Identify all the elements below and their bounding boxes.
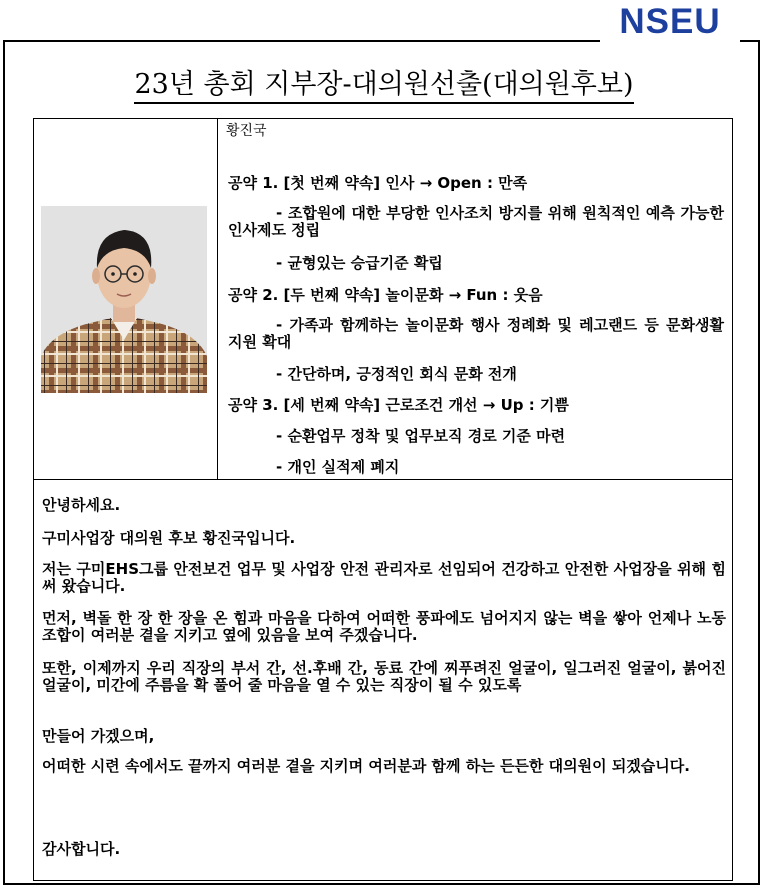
page-title — [0, 62, 768, 101]
page-title-text: 23년 총회 지부장-대의원선출(대의원후보) — [134, 69, 633, 104]
message-paragraph-3: 또한, 이제까지 우리 직장의 부서 간, 선.후배 간, 동료 간에 찌푸려진 얼굴이, 일그러진 얼굴이, 붉어진 얼굴이, 미간에 주름을 확 풀어 줄 마음을 열 수 있는 직장이 될 수 있도록 — [42, 659, 726, 694]
pledge-3-item-1: - 순환업무 정착 및 업무보직 경로 기준 마련 — [276, 427, 566, 445]
table-divider-horizontal — [33, 479, 733, 480]
pledge-2-heading: 공약 2. [두 번째 약속] 놀이문화 → Fun : 웃음 — [228, 286, 543, 304]
pledge-1-heading: 공약 1. [첫 번째 약속] 인사 → Open : 만족 — [228, 174, 528, 192]
candidate-photo-illustration — [41, 206, 207, 393]
pledge-3-heading: 공약 3. [세 번째 약속] 근로조건 개선 → Up : 기쁨 — [228, 396, 569, 414]
pledge-1-item-2: - 균형있는 승급기준 확립 — [276, 254, 443, 272]
pledge-2-item-1: - 가족과 함께하는 놀이문화 행사 정례화 및 레고랜드 등 문화생활 지원 확대 — [228, 316, 724, 351]
pledge-3-item-2: - 개인 실적제 폐지 — [276, 458, 400, 476]
message-paragraph-4: 만들어 가겠으며, — [42, 727, 155, 745]
candidate-photo — [41, 206, 207, 393]
message-paragraph-5: 어떠한 시련 속에서도 끝까지 여러분 곁을 지키며 여러분과 함께 하는 든든한 대의원이 되겠습니다. — [42, 757, 690, 775]
message-closing: 감사합니다. — [42, 840, 121, 858]
message-paragraph-1: 저는 구미EHS그룹 안전보건 업무 및 사업장 안전 관리자로 선임되어 건강하고 안전한 사업장을 위해 힘써 왔습니다. — [42, 560, 726, 595]
union-logo: NSEU — [600, 0, 740, 44]
table-divider-vertical — [217, 118, 218, 479]
message-intro: 구미사업장 대의원 후보 황진국입니다. — [42, 529, 296, 547]
message-paragraph-2: 먼저, 벽돌 한 장 한 장을 온 힘과 마음을 다하여 어떠한 풍파에도 넘어지지 않는 벽을 쌓아 언제나 노동조합이 여러분 곁을 지키고 옆에 있음을 보여 주겠습니다. — [42, 609, 726, 644]
pledge-2-item-2: - 간단하며, 긍정적인 회식 문화 전개 — [276, 365, 517, 383]
candidate-name: 황진국 — [226, 123, 267, 139]
pledge-1-item-1: - 조합원에 대한 부당한 인사조치 방지를 위해 원칙적인 예측 가능한 인사제도 정립 — [228, 204, 724, 239]
message-greeting: 안녕하세요. — [42, 496, 121, 514]
